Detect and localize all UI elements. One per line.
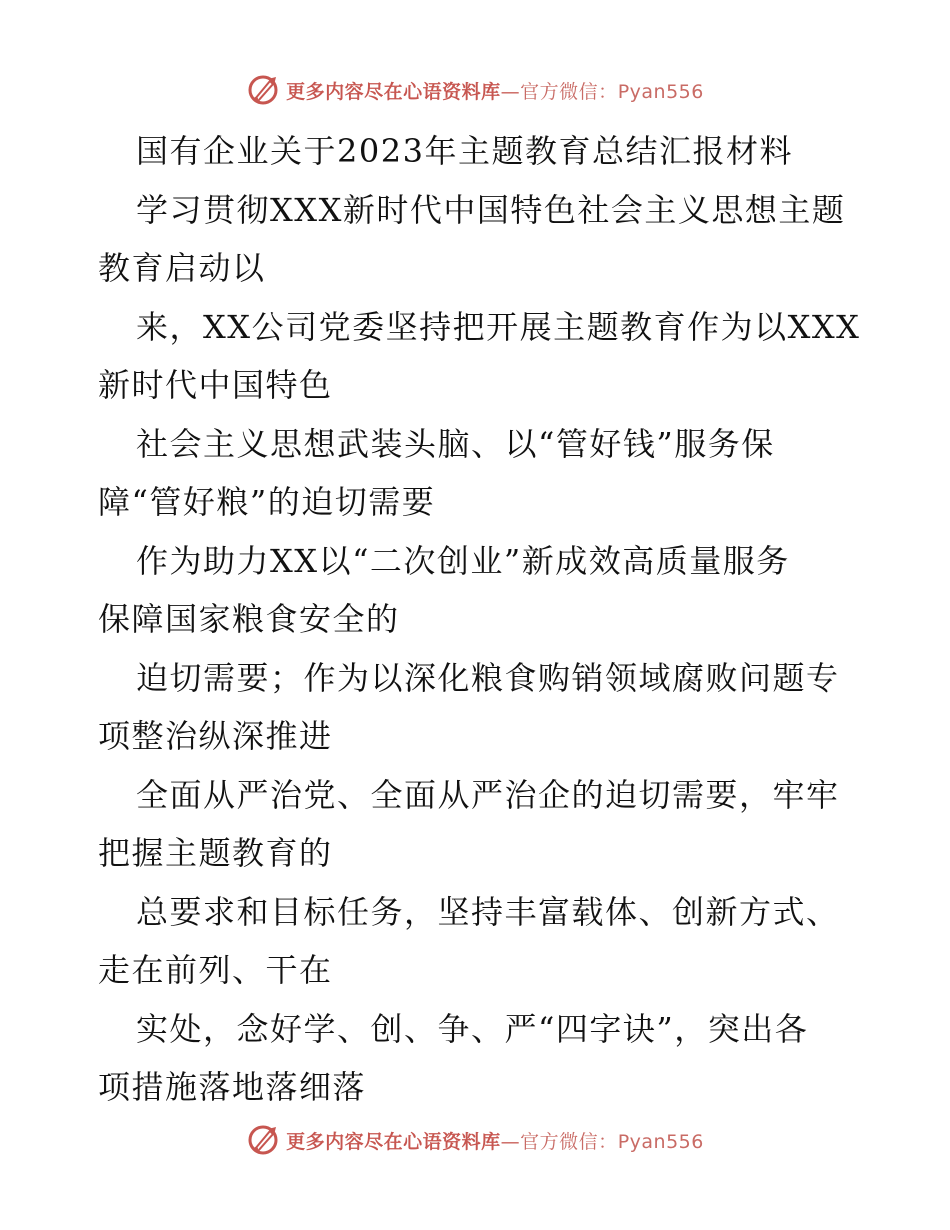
paragraph-line: 学习贯彻XXX新时代中国特色社会主义思想主题 (136, 190, 846, 229)
footer-banner (0, 1120, 950, 1160)
header-official-label: 官方微信： (520, 80, 618, 103)
footer-wechat-id: Pyan556 (617, 1130, 704, 1153)
quill-pen-logo-icon (246, 1123, 280, 1157)
paragraph-line: 保障国家粮食安全的 (98, 600, 400, 638)
document-title: 国有企业关于2023年主题教育总结汇报材料 (136, 132, 793, 170)
paragraph-line: 作为助力XX以“二次创业”新成效高质量服务 (136, 541, 790, 580)
quill-pen-logo-icon (246, 73, 280, 107)
header-site-name: 更多内容尽在心语资料库 (286, 80, 501, 103)
footer-banner-text (286, 1127, 704, 1154)
footer-official-label: 官方微信： (520, 1130, 618, 1153)
paragraph-line: 总要求和目标任务，坚持丰富载体、创新方式、 (136, 892, 840, 931)
footer-site-name: 更多内容尽在心语资料库 (286, 1130, 501, 1153)
paragraph-line: 来，XX公司党委坚持把开展主题教育作为以XXX (136, 307, 861, 346)
paragraph-line: 全面从严治党、全面从严治企的迫切需要，牢牢 (136, 775, 840, 814)
header-separator: — (500, 80, 521, 103)
paragraph-line: 走在前列、干在 (98, 951, 333, 989)
paragraph-line: 实处，念好学、创、争、严“四字诀”，突出各 (136, 1009, 809, 1048)
paragraph-line: 迫切需要；作为以深化粮食购销领域腐败问题专 (136, 658, 840, 697)
header-banner (0, 70, 950, 110)
paragraph-line: 教育启动以 (98, 249, 266, 287)
paragraph-line: 项整治纵深推进 (98, 717, 333, 755)
paragraph-line: 新时代中国特色 (98, 366, 333, 404)
paragraph-line: 项措施落地落细落 (98, 1068, 367, 1106)
header-wechat-id: Pyan556 (617, 80, 704, 103)
paragraph-line: 障“管好粮”的迫切需要 (98, 483, 436, 521)
footer-separator: — (500, 1130, 521, 1153)
document-body (98, 122, 861, 1117)
paragraph-line: 把握主题教育的 (98, 834, 333, 872)
paragraph-line: 社会主义思想武装头脑、以“管好钱”服务保 (136, 424, 775, 463)
header-banner-text (286, 77, 704, 104)
